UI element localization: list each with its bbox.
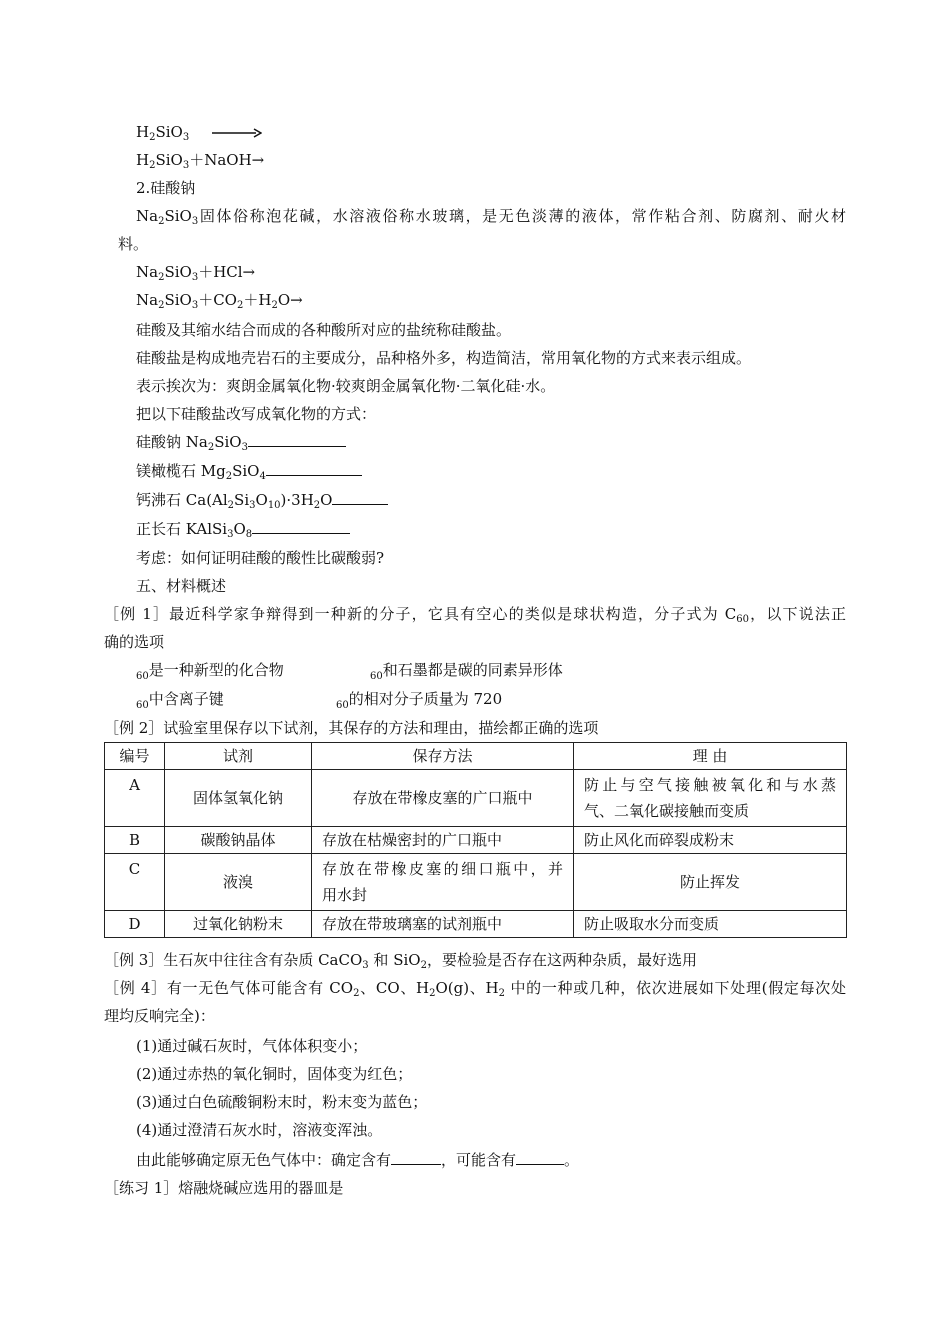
equation-line: $H_2SiO_3$ — [136, 122, 262, 142]
paragraph-continuation: 料。 — [118, 235, 149, 253]
option-c[interactable]: $_{60}$中含离子键 — [136, 690, 224, 711]
cell-method: 存放在带橡皮塞的细口瓶中，并 用水封 — [312, 854, 574, 911]
fill-blank-item: 镁橄榄石 $Mg_2SiO_4$ — [136, 461, 362, 481]
cell-reagent: 过氧化钠粉末 — [165, 911, 312, 938]
cell-reason: 防止吸取水分而变质 — [574, 911, 847, 938]
step-3: (3)通过白色硫酸铜粉末时，粉末变为蓝色； — [136, 1093, 428, 1111]
table-row — [105, 854, 847, 911]
fill-blank-item: 钙沸石 $Ca(Al_2Si_3O_{10})\cdot 3H_2O$ — [136, 490, 388, 510]
paragraph: 硅酸盐是构成地壳岩石的主要成分，品种格外多，构造简洁，常用氧化物的方式来表示组成。 — [136, 349, 752, 367]
conclusion-line: 由此能够确定原无色气体中：确定含有 ，可能含有 。 — [136, 1151, 580, 1169]
option-b[interactable]: $_{60}$和石墨都是碳的同素异形体 — [370, 661, 563, 682]
cell-id: B — [105, 827, 165, 854]
reaction-arrow-icon — [212, 128, 262, 138]
answer-blank[interactable] — [332, 490, 388, 505]
example-3-question: ［例 3］生石灰中往往含有杂质 CaCO$_3$ 和 SiO$_2$，要检验是否存在这两种杂质，最好选用 — [104, 951, 697, 971]
step-1: (1)通过碱石灰时，气体体积变小； — [136, 1037, 368, 1055]
paragraph: 表示挨次为：爽朗金属氧化物·较爽朗金属氧化物·二氧化硅·水。 — [136, 377, 556, 395]
answer-blank-certain[interactable] — [391, 1150, 441, 1165]
answer-blank[interactable] — [266, 461, 362, 476]
cell-reason: 防止风化而碎裂成粉末 — [574, 827, 847, 854]
equation-line: $H_2SiO_3+NaOH\to$ — [136, 151, 265, 171]
think-question: 考虑：如何证明硅酸的酸性比碳酸弱? — [136, 549, 385, 567]
paragraph: 硅酸及其缩水结合而成的各种酸所对应的盐统称硅酸盐。 — [136, 321, 512, 339]
equation-line: $Na_2SiO_3+HCl\to$ — [136, 263, 256, 283]
paragraph: 把以下硅酸盐改写成氧化物的方式： — [136, 405, 377, 423]
section-heading: 2.硅酸钠 — [136, 179, 196, 197]
reagent-table — [104, 742, 847, 938]
cell-id: C — [105, 854, 165, 911]
example-1-question: ［例 1］最近科学家争辩得到一种新的分子，它具有空心的类似是球状构造，分子式为 $C_{60}$，以下说法正 — [104, 605, 846, 625]
example-2-question: ［例 2］试验室里保存以下试剂，其保存的方法和理由，描绘都正确的选项 — [104, 719, 599, 737]
section-heading: 五、材料概述 — [136, 577, 227, 595]
example-1-question-cont: 确的选项 — [104, 633, 165, 651]
cell-reason: 防止与空气接触被氧化和与水蒸 气、二氧化碳接触而变质 — [574, 770, 847, 827]
header-method: 保存方法 — [312, 743, 574, 770]
header-id: 编号 — [105, 743, 165, 770]
equation-line: $Na_2SiO_3+CO_2+H_2O\to$ — [136, 291, 303, 311]
header-reagent: 试剂 — [165, 743, 312, 770]
step-2: (2)通过赤热的氧化铜时，固体变为红色； — [136, 1065, 413, 1083]
cell-method: 存放在带橡皮塞的广口瓶中 — [312, 770, 574, 827]
practice-1-question: ［练习 1］熔融烧碱应选用的器皿是 — [104, 1179, 344, 1197]
header-reason: 理 由 — [574, 743, 847, 770]
cell-method: 存放在枯燥密封的广口瓶中 — [312, 827, 574, 854]
cell-method: 存放在带玻璃塞的试剂瓶中 — [312, 911, 574, 938]
table-row — [105, 770, 847, 827]
cell-reason: 防止挥发 — [574, 854, 847, 911]
example-4-question: ［例 4］有一无色气体可能含有 $CO_2$、CO、$H_2O(g)$、$H_2$ 中的一种或几种，依次进展如下处理(假定每次处 — [104, 979, 847, 999]
fill-blank-item: 正长石 $KAlSi_3O_8$ — [136, 519, 350, 539]
answer-blank[interactable] — [252, 519, 350, 534]
table-header-row — [105, 743, 847, 770]
answer-blank[interactable] — [248, 432, 346, 447]
fill-blank-item: 硅酸钠 $Na_2SiO_3$ — [136, 432, 346, 452]
table-row — [105, 827, 847, 854]
option-a[interactable]: $_{60}$是一种新型的化合物 — [136, 661, 284, 682]
example-4-question-cont: 理均反响完全)： — [104, 1007, 215, 1025]
step-4: (4)通过澄清石灰水时，溶液变浑浊。 — [136, 1121, 383, 1139]
cell-reagent: 固体氢氧化钠 — [165, 770, 312, 827]
cell-id: A — [105, 770, 165, 827]
paragraph: $Na_2SiO_3$固体俗称泡花碱，水溶液俗称水玻璃，是无色淡薄的液体，常作粘合剂、防腐剂、耐火材 — [136, 207, 846, 227]
answer-blank-possible[interactable] — [516, 1150, 564, 1165]
option-d[interactable]: $_{60}$的相对分子质量为 720 — [336, 690, 503, 711]
cell-id: D — [105, 911, 165, 938]
table-row — [105, 911, 847, 938]
cell-reagent: 碳酸钠晶体 — [165, 827, 312, 854]
cell-reagent: 液溴 — [165, 854, 312, 911]
